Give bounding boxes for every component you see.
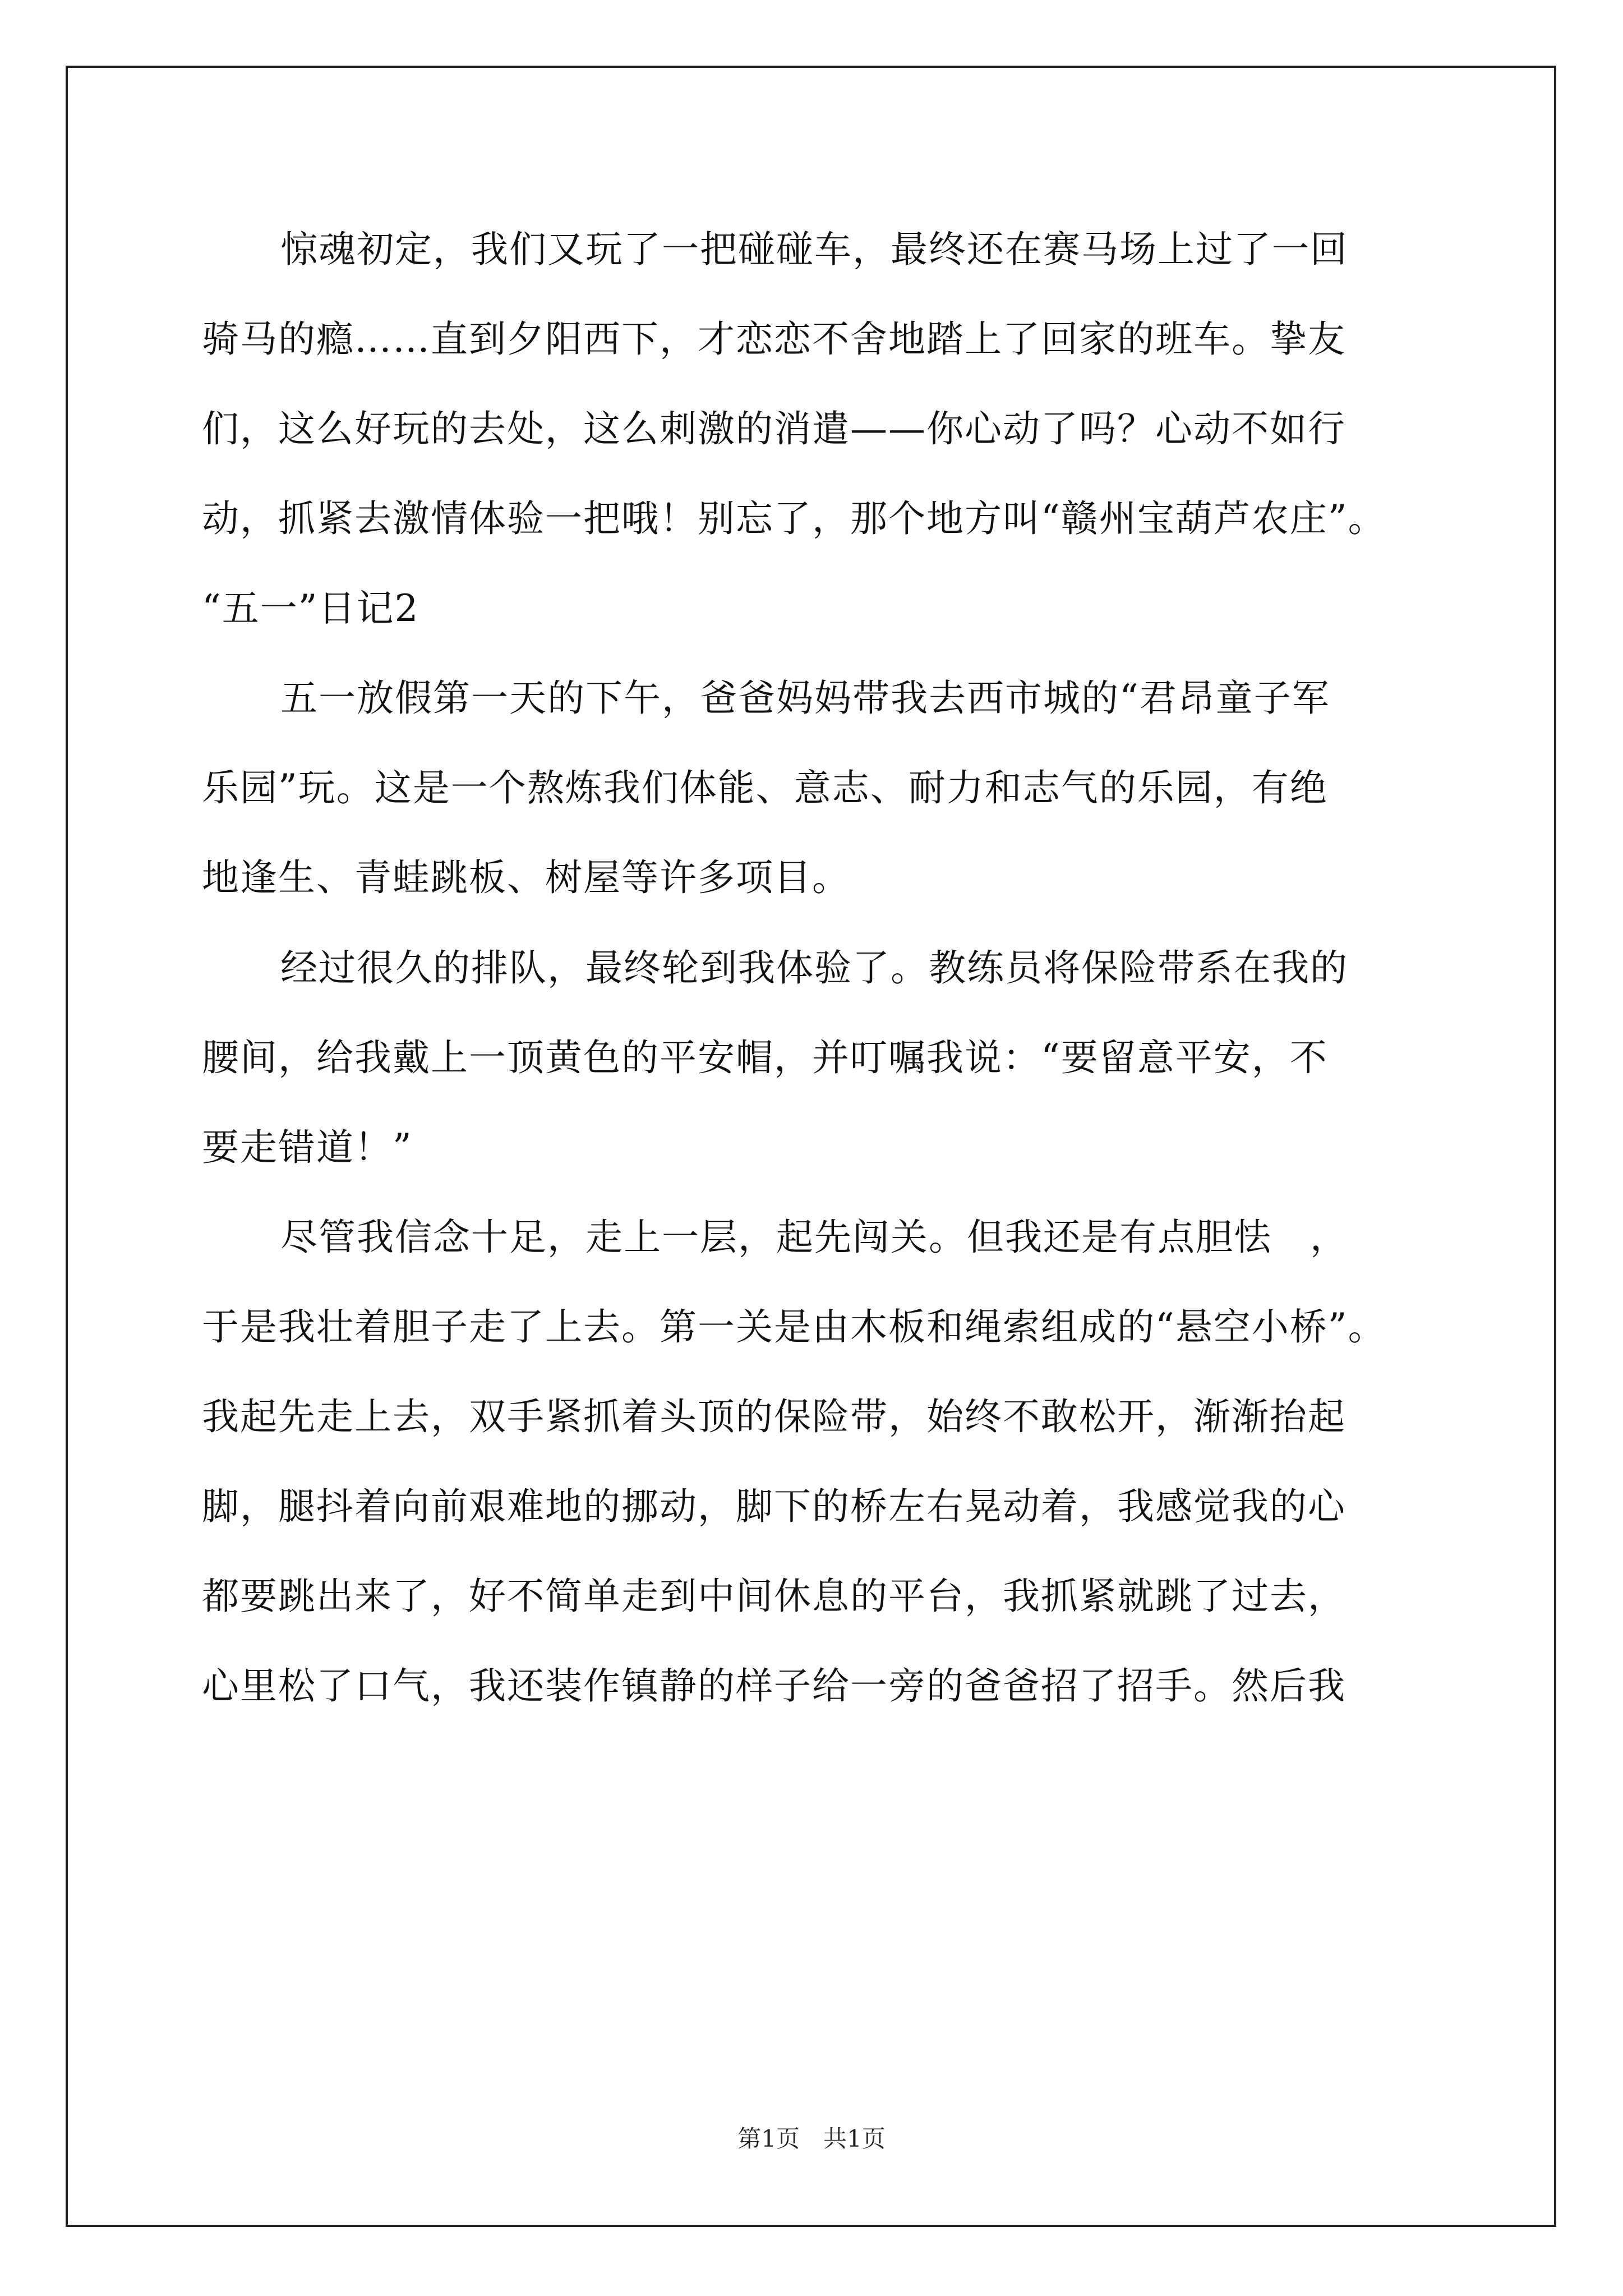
- paragraph-line: 五一放假第一天的下午，爸爸妈妈带我去西市城的“君昂童子军: [280, 677, 1330, 720]
- paragraph-line: 骑马的瘾……直到夕阳西下，才恋恋不舍地踏上了回家的班车。挚友: [202, 318, 1346, 361]
- paragraph-line: 尽管我信念十足，走上一层，起先闯关。但我还是有点胆怯 ，: [280, 1216, 1348, 1259]
- paragraph-line: 地逢生、青蛙跳板、树屋等许多项目。: [202, 856, 850, 899]
- paragraph-line: 腰间，给我戴上一顶黄色的平安帽，并叮嘱我说：“要留意平安，不: [202, 1036, 1328, 1079]
- paragraph-line: 我起先走上去，双手紧抓着头顶的保险带，始终不敢松开，渐渐抬起: [202, 1395, 1346, 1438]
- paragraph-line: 惊魂初定，我们又玩了一把碰碰车，最终还在赛马场上过了一回: [280, 228, 1348, 271]
- paragraph-line: 们，这么好玩的去处，这么刺激的消遣——你心动了吗？心动不如行: [202, 407, 1346, 450]
- paragraph-line: 脚，腿抖着向前艰难地的挪动，脚下的桥左右晃动着，我感觉我的心: [202, 1485, 1346, 1528]
- paragraph-line: 动，抓紧去激情体验一把哦！别忘了，那个地方叫“赣州宝葫芦农庄”。: [202, 497, 1386, 540]
- paragraph-line: 要走错道！”: [202, 1126, 413, 1169]
- section-heading: “五一”日记2: [202, 587, 419, 630]
- paragraph-line: 乐园”玩。这是一个熬炼我们体能、意志、耐力和志气的乐园，有绝: [202, 766, 1328, 809]
- paragraph-line: 都要跳出来了，好不简单走到中间休息的平台，我抓紧就跳了过去，: [202, 1575, 1346, 1618]
- paragraph-line: 于是我壮着胆子走了上去。第一关是由木板和绳索组成的“悬空小桥”。: [202, 1305, 1386, 1349]
- page-number-footer: 第1页 共1页: [737, 2125, 886, 2152]
- paragraph-line: 经过很久的排队，最终轮到我体验了。教练员将保险带系在我的: [280, 946, 1348, 990]
- paragraph-line: 心里松了口气，我还装作镇静的样子给一旁的爸爸招了招手。然后我: [202, 1664, 1346, 1708]
